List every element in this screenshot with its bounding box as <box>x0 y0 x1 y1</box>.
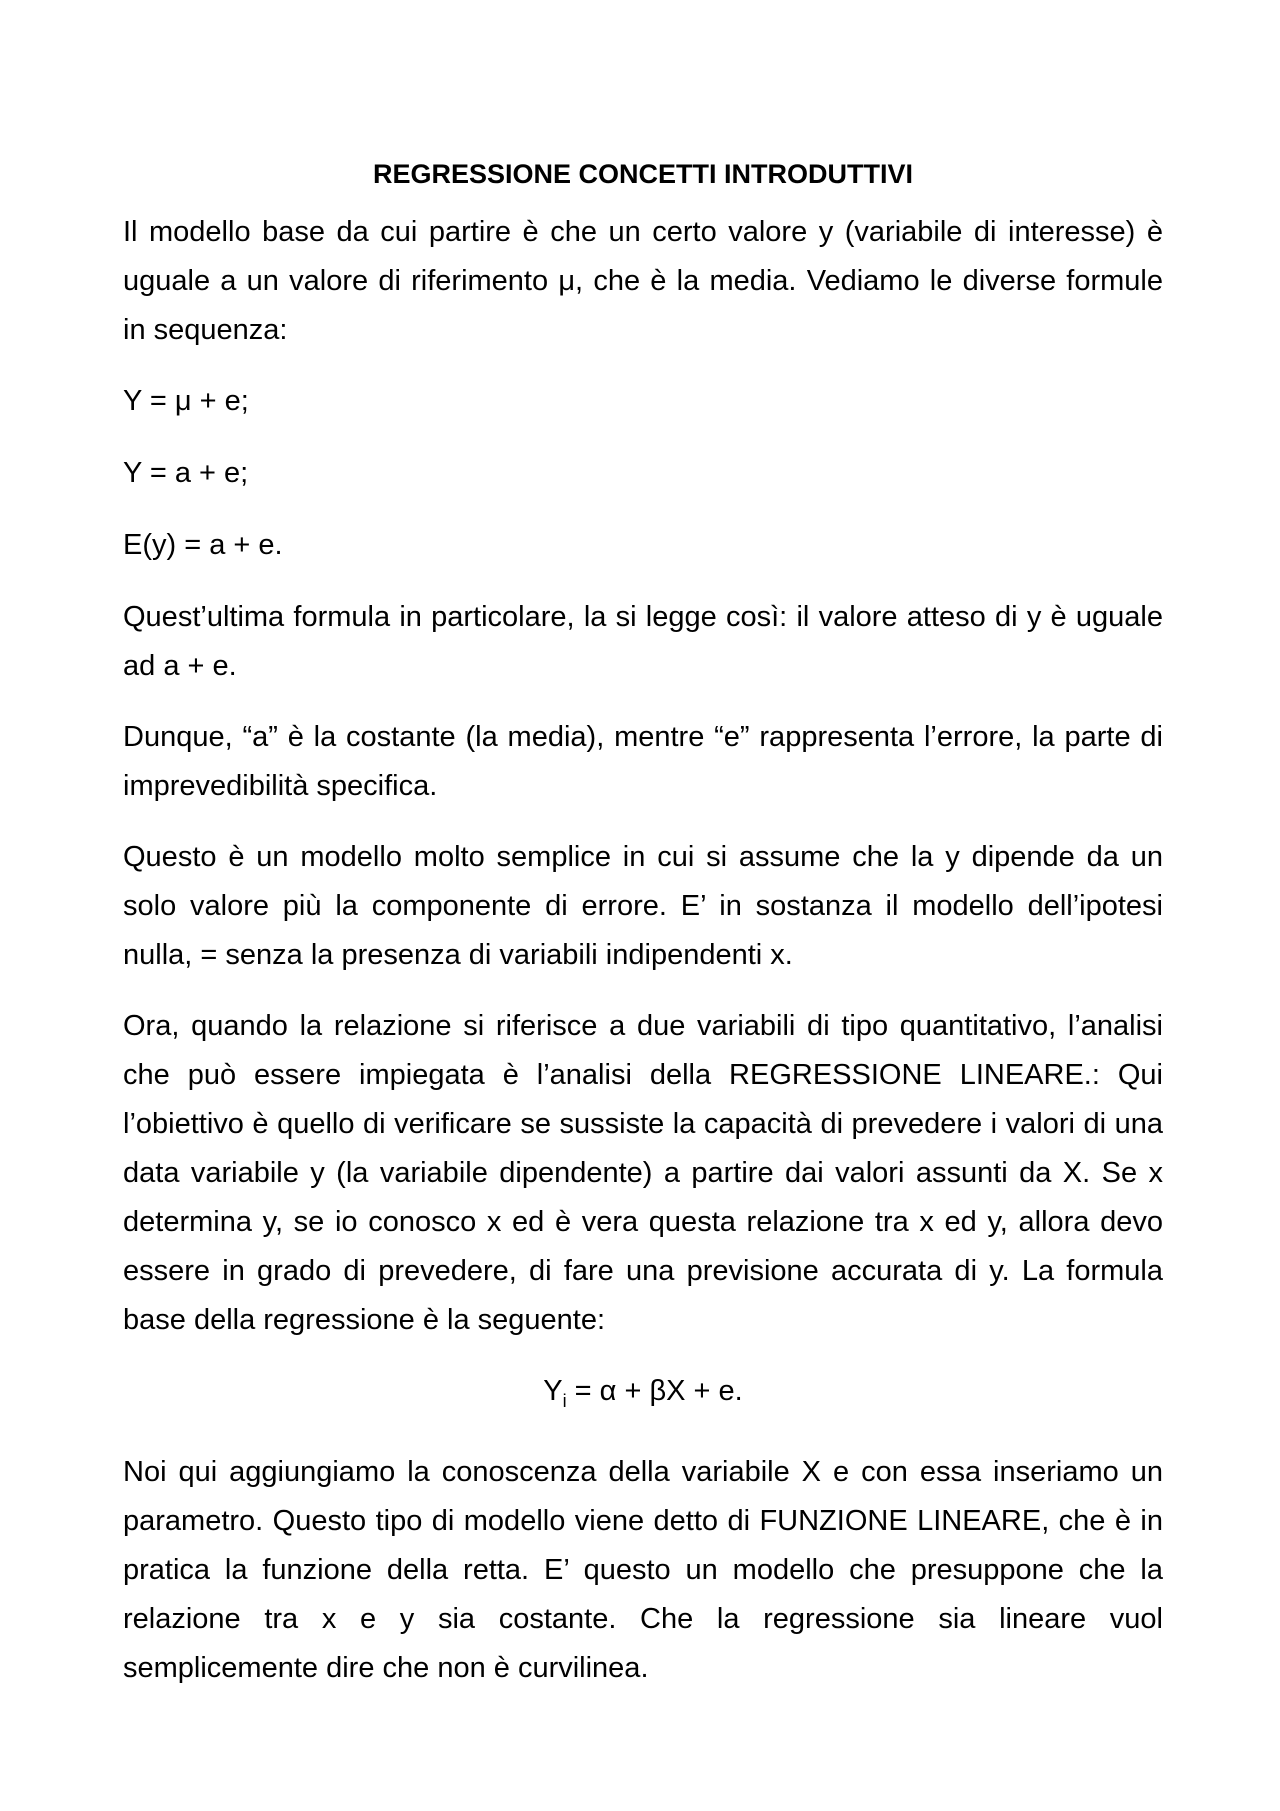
document-body <box>123 158 1163 1715</box>
formula-expected: E(y) = a + e. <box>123 529 283 561</box>
document-title: REGRESSIONE CONCETTI INTRODUTTIVI <box>372 159 914 189</box>
regression-formula-subscript: i <box>562 1390 567 1411</box>
paragraph-linear-regression: Ora, quando la relazione si riferisce a due variabili di tipo quantitativo, l’analisi che può essere impiegata è l’analisi della REGRESSIONE LINEARE.: Qui l’obiettivo è quello di verificare se sussiste la capacità di prevedere i valori di una data variabile y (la variabile dipendente) a partire dai valori assunti da X. Se x determina y, se io conosco x ed è vera questa relazione tra x ed y, allora devo essere in grado di prevedere, di fare una previsione accurata di y. La formula base della regressione è la seguente: <box>123 1010 1163 1336</box>
regression-formula-rhs: = α + βX + e. <box>566 1375 743 1407</box>
paragraph-null-model: Questo è un modello molto semplice in cui si assume che la y dipende da un solo valore più la componente di errore. E’ in sostanza il modello dell’ipotesi nulla, = senza la presenza di variabili indipendenti x. <box>123 841 1163 971</box>
paragraph-constant-error: Dunque, “a” è la costante (la media), mentre “e” rappresenta l’errore, la parte di imprevedibilità specifica. <box>123 721 1163 802</box>
formula-mu: Y = μ + e; <box>123 385 249 417</box>
regression-formula <box>123 1367 1163 1426</box>
paragraph-intro: Il modello base da cui partire è che un certo valore y (variabile di interesse) è uguale a un valore di riferimento μ, che è la media. Vediamo le diverse formule in sequenza: <box>123 216 1163 346</box>
paragraph-linear-function: Noi qui aggiungiamo la conoscenza della variabile X e con essa inseriamo un parametro. Questo tipo di modello viene detto di FUNZIONE LINEARE, che è in pratica la funzione della retta. E’ questo un modello che presuppone che la relazione tra x e y sia costante. Che la regressione sia lineare vuol semplicemente dire che non è curvilinea. <box>123 1455 1163 1684</box>
formula-a: Y = a + e; <box>123 457 249 489</box>
regression-formula-lhs: Y <box>543 1375 563 1407</box>
paragraph-expected-value: Quest’ultima formula in particolare, la si legge così: il valore atteso di y è uguale ad a + e. <box>123 601 1163 682</box>
